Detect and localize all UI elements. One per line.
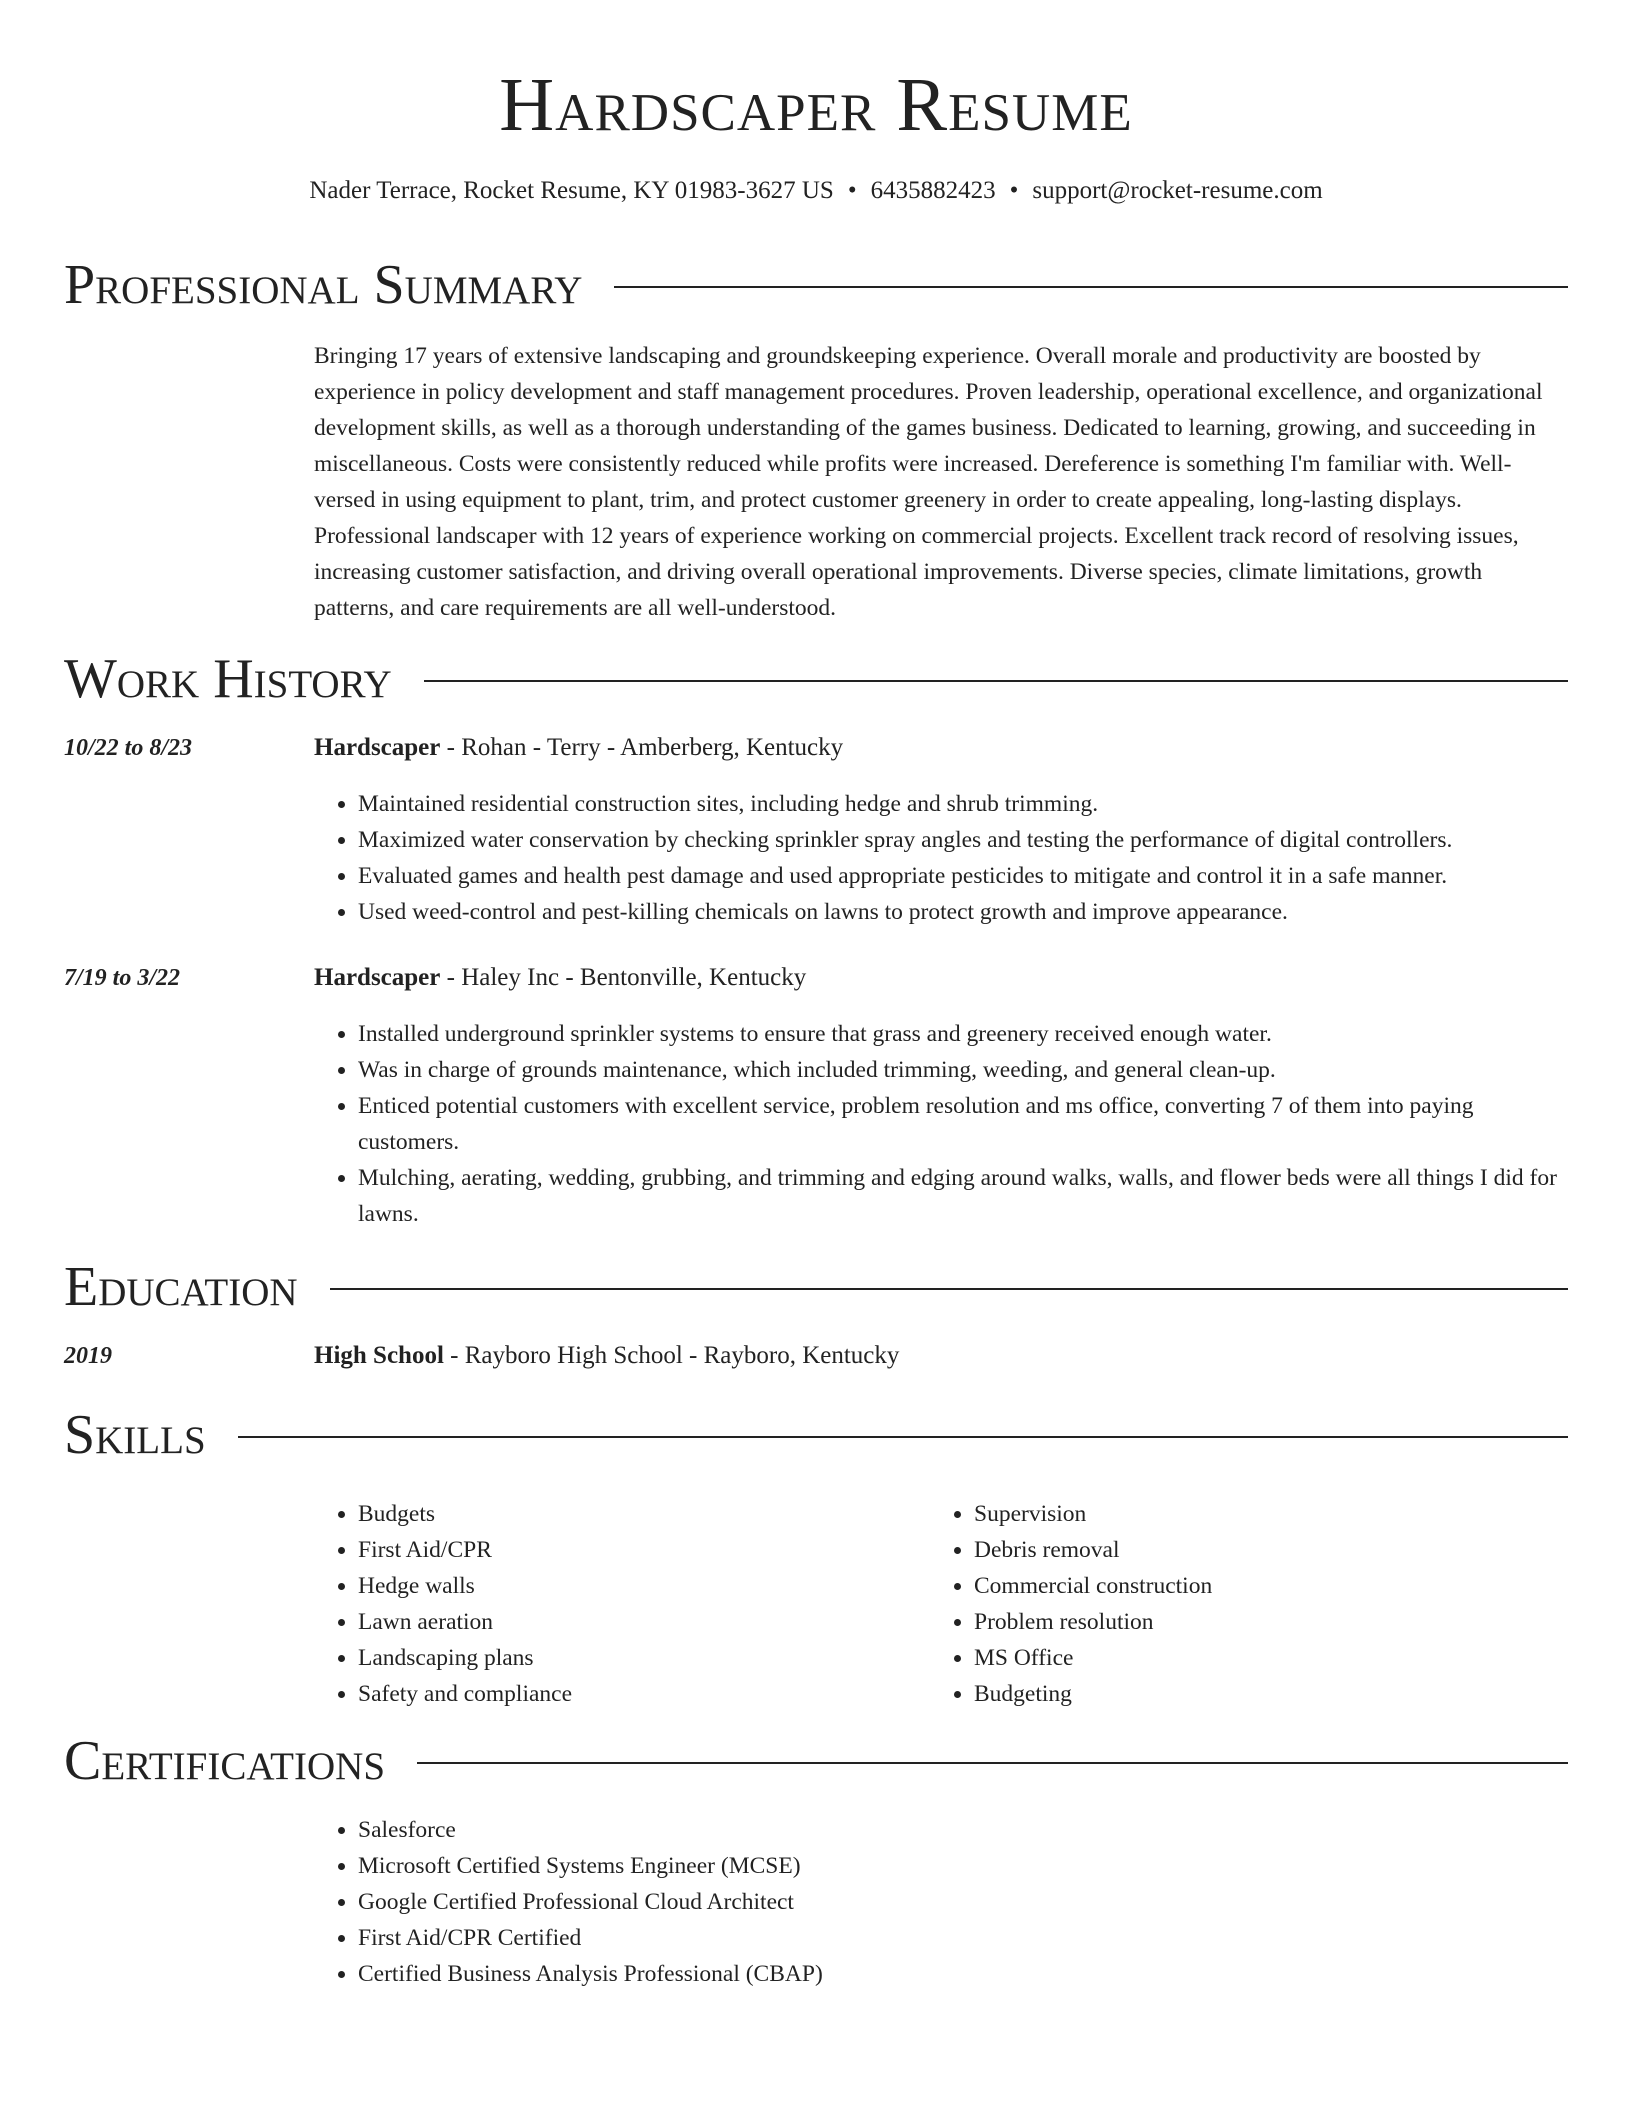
job-dates: 10/22 to 8/23 [64, 735, 193, 761]
job-details: - Rohan - Terry - Amberberg, Kentucky [440, 734, 844, 761]
list-item: • Evaluated games and health pest damage and used appropriate pesticides to mitigate and control it in a safe manner. [358, 858, 1568, 894]
section-title-education: Education [64, 1256, 298, 1318]
job-details: - Haley Inc - Bentonville, Kentucky [440, 964, 807, 991]
job-bullets [314, 786, 1568, 930]
section-divider [424, 680, 1568, 682]
job-title: Hardscaper [314, 734, 441, 761]
skill-item: • Landscaping plans [358, 1640, 930, 1676]
certification-item: • Microsoft Certified Systems Engineer (MCSE) [358, 1848, 1568, 1884]
section-divider [238, 1436, 1568, 1438]
section-title-work: Work History [64, 648, 392, 710]
skill-item: • First Aid/CPR [358, 1532, 930, 1568]
contact-address: Nader Terrace, Rocket Resume, KY 01983-3627 US [309, 177, 834, 204]
section-title-certifications: Certifications [64, 1730, 386, 1792]
job-heading [314, 730, 1568, 766]
certifications-list [314, 1812, 1568, 1992]
skills-column-left [314, 1496, 930, 1712]
section-divider [330, 1288, 1568, 1290]
section-divider [417, 1762, 1568, 1764]
skills-section-header [64, 1400, 1568, 1470]
list-item: • Was in charge of grounds maintenance, which included trimming, weeding, and general clean-up. [358, 1052, 1568, 1088]
contact-phone: 6435882423 [870, 177, 996, 204]
education-year: 2019 [64, 1343, 112, 1369]
section-title-summary: Professional Summary [64, 254, 583, 316]
job-heading [314, 960, 1568, 996]
skill-item: • Budgets [358, 1496, 930, 1532]
contact-separator: • [1009, 177, 1019, 204]
list-item: • Maintained residential construction sites, including hedge and shrub trimming. [358, 786, 1568, 822]
skill-item: • Safety and compliance [358, 1676, 930, 1712]
skill-item: • Lawn aeration [358, 1604, 930, 1640]
education-section-header [64, 1252, 1568, 1322]
contact-line [0, 174, 1632, 208]
list-item: • Maximized water conservation by checking sprinkler spray angles and testing the performance of digital controllers. [358, 822, 1568, 858]
skill-item: • Debris removal [974, 1532, 1546, 1568]
contact-email: support@rocket-resume.com [1032, 177, 1323, 204]
contact-separator: • [847, 177, 857, 204]
list-item: • Mulching, aerating, wedding, grubbing, and trimming and edging around walks, walls, and flower beds were all things I did for lawns. [358, 1160, 1568, 1232]
list-item: • Installed underground sprinkler systems to ensure that grass and greenery received enough water. [358, 1016, 1568, 1052]
summary-text: Bringing 17 years of extensive landscaping and groundskeeping experience. Overall morale and productivity are boosted by experience in policy development and staff management procedures. Proven leadership, operational excellence, and organizational development skills, as well as a thorough understanding of the games business. Dedicated to learning, growing, and succeeding in miscellaneous. Costs were consistently reduced while profits were increased. Dereference is something I'm familiar with. Well-versed in using equipment to plant, trim, and protect customer greenery in order to create appealing, long-lasting displays. Professional landscaper with 12 years of experience working on commercial projects. Excellent track record of resolving issues, increasing customer satisfaction, and driving overall operational improvements. Diverse species, climate limitations, growth patterns, and care requirements are all well-understood. [314, 343, 1543, 621]
skill-item: • Budgeting [974, 1676, 1546, 1712]
summary-section-header [64, 250, 1568, 320]
certification-item: • First Aid/CPR Certified [358, 1920, 1568, 1956]
education-details: - Rayboro High School - Rayboro, Kentucky [443, 1342, 900, 1369]
certification-item: • Google Certified Professional Cloud Architect [358, 1884, 1568, 1920]
resume-title: Hardscaper Resume [499, 63, 1133, 147]
certification-item: • Certified Business Analysis Professional (CBAP) [358, 1956, 1568, 1992]
skill-item: • Commercial construction [974, 1568, 1546, 1604]
skill-item: • MS Office [974, 1640, 1546, 1676]
skills-column-right [930, 1496, 1546, 1712]
skill-item: • Hedge walls [358, 1568, 930, 1604]
skill-item: • Supervision [974, 1496, 1546, 1532]
job-bullets [314, 1016, 1568, 1232]
work-section-header [64, 644, 1568, 714]
job-title: Hardscaper [314, 964, 441, 991]
skill-item: • Problem resolution [974, 1604, 1546, 1640]
list-item: • Enticed potential customers with excellent service, problem resolution and ms office, converting 7 of them into paying customers. [358, 1088, 1568, 1160]
certification-item: • Salesforce [358, 1812, 1568, 1848]
education-heading [314, 1338, 1568, 1374]
certifications-section-header [64, 1726, 1568, 1796]
list-item: • Used weed-control and pest-killing chemicals on lawns to protect growth and improve appearance. [358, 894, 1568, 930]
skills-list [314, 1496, 1568, 1712]
job-dates: 7/19 to 3/22 [64, 965, 181, 991]
education-degree: High School [314, 1342, 444, 1369]
section-title-skills: Skills [64, 1404, 206, 1466]
section-divider [614, 286, 1568, 288]
